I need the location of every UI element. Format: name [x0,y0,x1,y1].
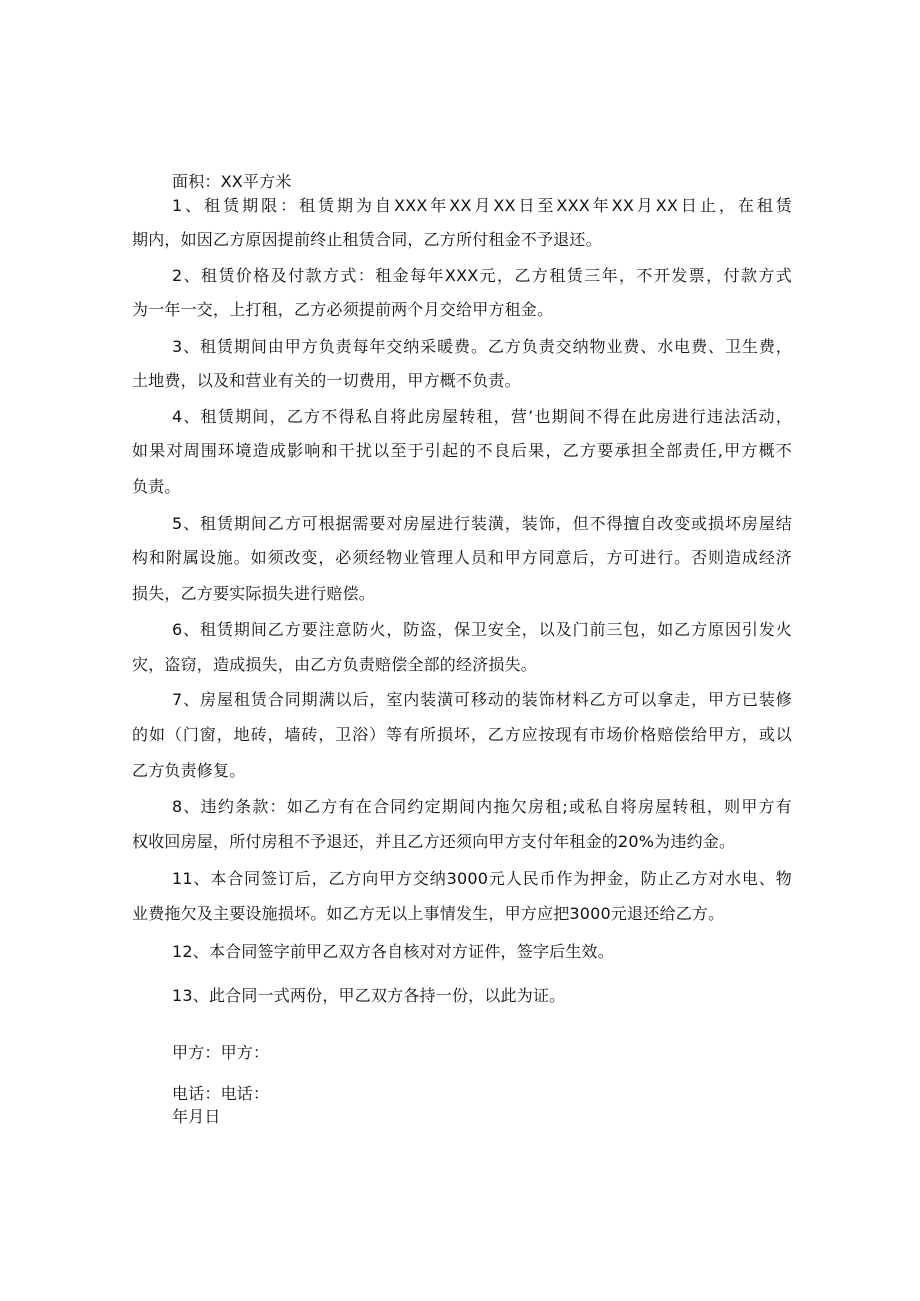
clause-7-line-1: 7、房屋租赁合同期满以后，室内装潢可移动的装饰材料乙方可以拿走，甲方已装修 [172,690,792,709]
clause-1-line-2: 期内，如因乙方原因提前终止租赁合同，乙方所付租金不予退还。 [132,230,602,249]
clause-2-line-2: 为一年一交，上打租，乙方必须提前两个月交给甲方租金。 [132,300,554,319]
clause-6-line-1: 6、租赁期间乙方要注意防火，防盗，保卫安全，以及门前三包，如乙方原因引发火 [172,620,792,639]
clause-6-line-2: 灾，盗窃，造成损失，由乙方负责赔偿全部的经济损失。 [132,655,538,674]
signature-party: 甲方：甲方： [172,1043,270,1062]
clause-13-line-1: 13、此合同一式两份，甲乙双方各持一份，以此为证。 [172,986,566,1005]
area-line: 面积：XX平方米 [172,172,292,191]
clause-4-line-2: 如果对周围环境造成影响和干扰以至于引起的不良后果，乙方要承担全部责任,甲方概不 [132,441,792,460]
clause-12-line-1: 12、本合同签字前甲乙双方各自核对对方证件，签字后生效。 [172,942,614,961]
clause-7-line-3: 乙方负责修复。 [132,761,246,780]
clause-11-line-2: 业费拖欠及主要设施损坏。如乙方无以上事情发生，甲方应把3000元退还给乙方。 [132,904,725,923]
clause-7-line-2: 的如（门窗，地砖，墙砖，卫浴）等有所损坏，乙方应按现有市场价格赔偿给甲方，或以 [132,725,792,744]
signature-date: 年月日 [172,1107,221,1126]
clause-5-line-1: 5、租赁期间乙方可根据需要对房屋进行装潢，装饰，但不得擅自改变或损坏房屋结 [172,514,792,533]
clause-1-line-1: 1、租赁期限：租赁期为自XXX年XX月XX日至XXX年XX月XX日止，在租赁 [172,196,792,215]
clause-5-line-3: 损失，乙方要实际损失进行赔偿。 [132,584,376,603]
clause-3-line-2: 土地费，以及和营业有关的一切费用，甲方概不负责。 [132,371,521,390]
signature-phone: 电话：电话： [172,1084,270,1103]
clause-4-line-3: 负责。 [132,477,181,496]
clause-11-line-1: 11、本合同签订后，乙方向甲方交纳3000元人民币作为押金，防止乙方对水电、物 [172,869,792,888]
clause-2-line-1: 2、租赁价格及付款方式：租金每年XXX元，乙方租赁三年，不开发票，付款方式 [172,266,792,285]
clause-8-line-2: 权收回房屋，所付房租不予退还，并且乙方还须向甲方支付年租金的20%为违约金。 [132,832,736,851]
clause-5-line-2: 构和附属设施。如须改变，必须经物业管理人员和甲方同意后，方可进行。否则造成经济 [132,548,792,567]
clause-8-line-1: 8、违约条款：如乙方有在合同约定期间内拖欠房租;或私自将房屋转租，则甲方有 [172,797,792,816]
clause-4-line-1: 4、租赁期间，乙方不得私自将此房屋转租，营’也期间不得在此房进行违法活动， [172,407,792,426]
clause-3-line-1: 3、租赁期间由甲方负责每年交纳采暖费。乙方负责交纳物业费、水电费、卫生费， [172,337,792,356]
